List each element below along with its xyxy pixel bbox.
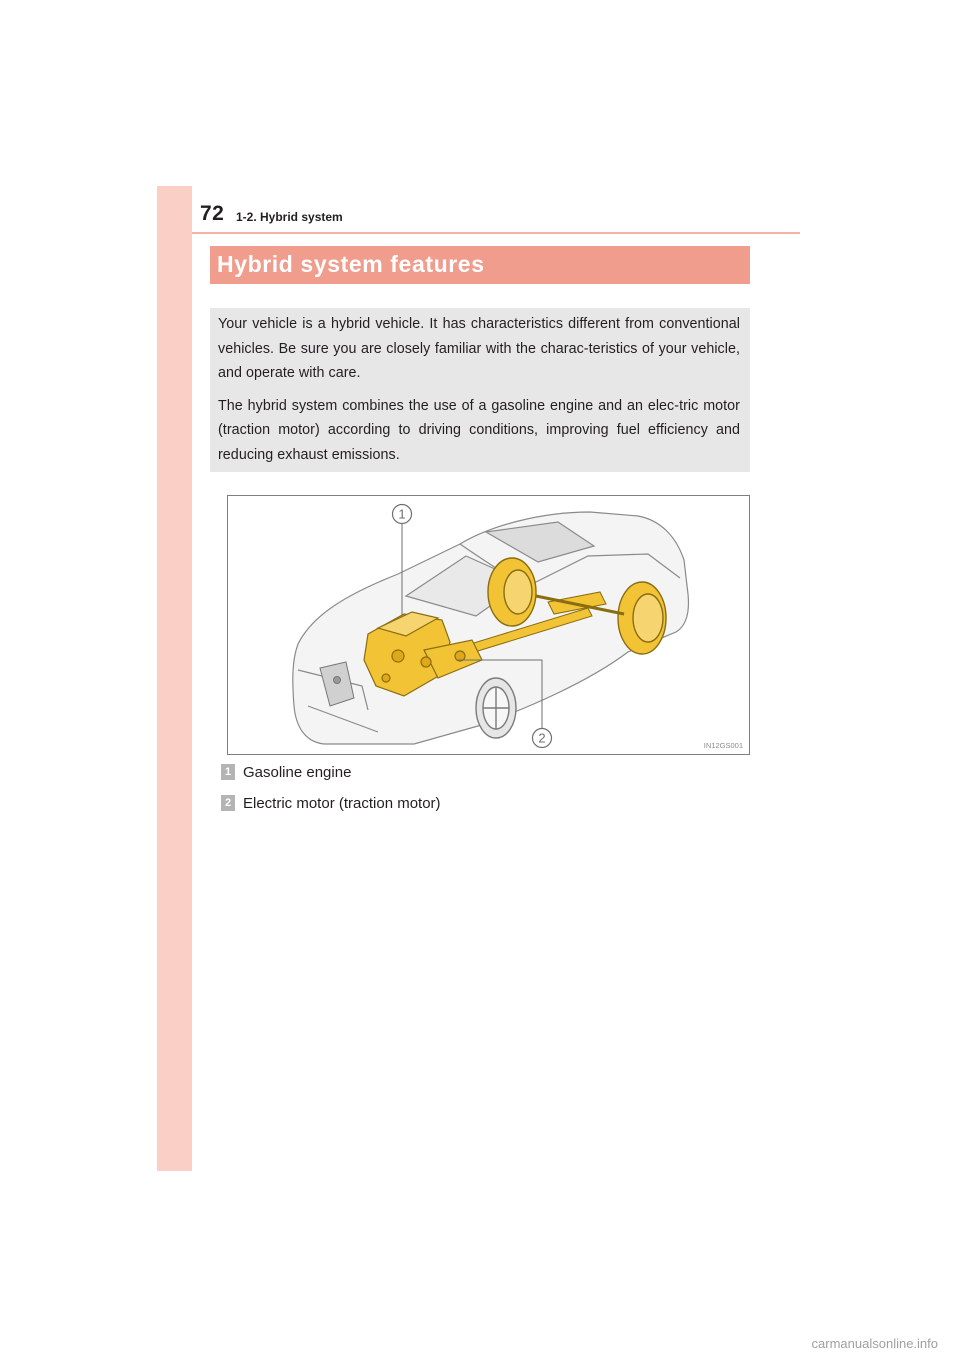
callout-2-label: 2 <box>538 730 546 746</box>
legend-item-1 <box>221 762 351 782</box>
front-wheel <box>476 678 516 738</box>
car-illustration <box>227 495 750 755</box>
intro-box <box>210 308 750 472</box>
page-title: Hybrid system features <box>217 251 485 277</box>
page-number: 72 <box>200 202 225 225</box>
legend-number-1: 1 <box>221 764 235 780</box>
legend-label-2: Electric motor (traction motor) <box>243 794 441 812</box>
section-label: 1-2. Hybrid system <box>236 210 343 224</box>
intro-paragraph-1: Your vehicle is a hybrid vehicle. It has characteristics different from conventional vehicles. Be sure you are closely familiar with the charac-teristics of your vehicle, and operate with care. <box>218 316 740 381</box>
callout-1-label: 1 <box>398 506 406 522</box>
legend-label-1: Gasoline engine <box>243 763 352 781</box>
header-rule <box>192 232 800 234</box>
legend-item-2 <box>221 793 441 813</box>
title-bar <box>210 246 750 284</box>
legend-number-2: 2 <box>221 795 235 811</box>
side-band <box>157 186 192 1171</box>
footer-watermark[interactable]: carmanualsonline.info <box>811 1336 938 1351</box>
intro-paragraph-2: The hybrid system combines the use of a gasoline engine and an elec-tric motor (traction motor) according to driving conditions, improving fuel efficiency and reducing exhaust emissions. <box>218 397 740 463</box>
illustration-code: IN12GS001 <box>703 741 743 750</box>
